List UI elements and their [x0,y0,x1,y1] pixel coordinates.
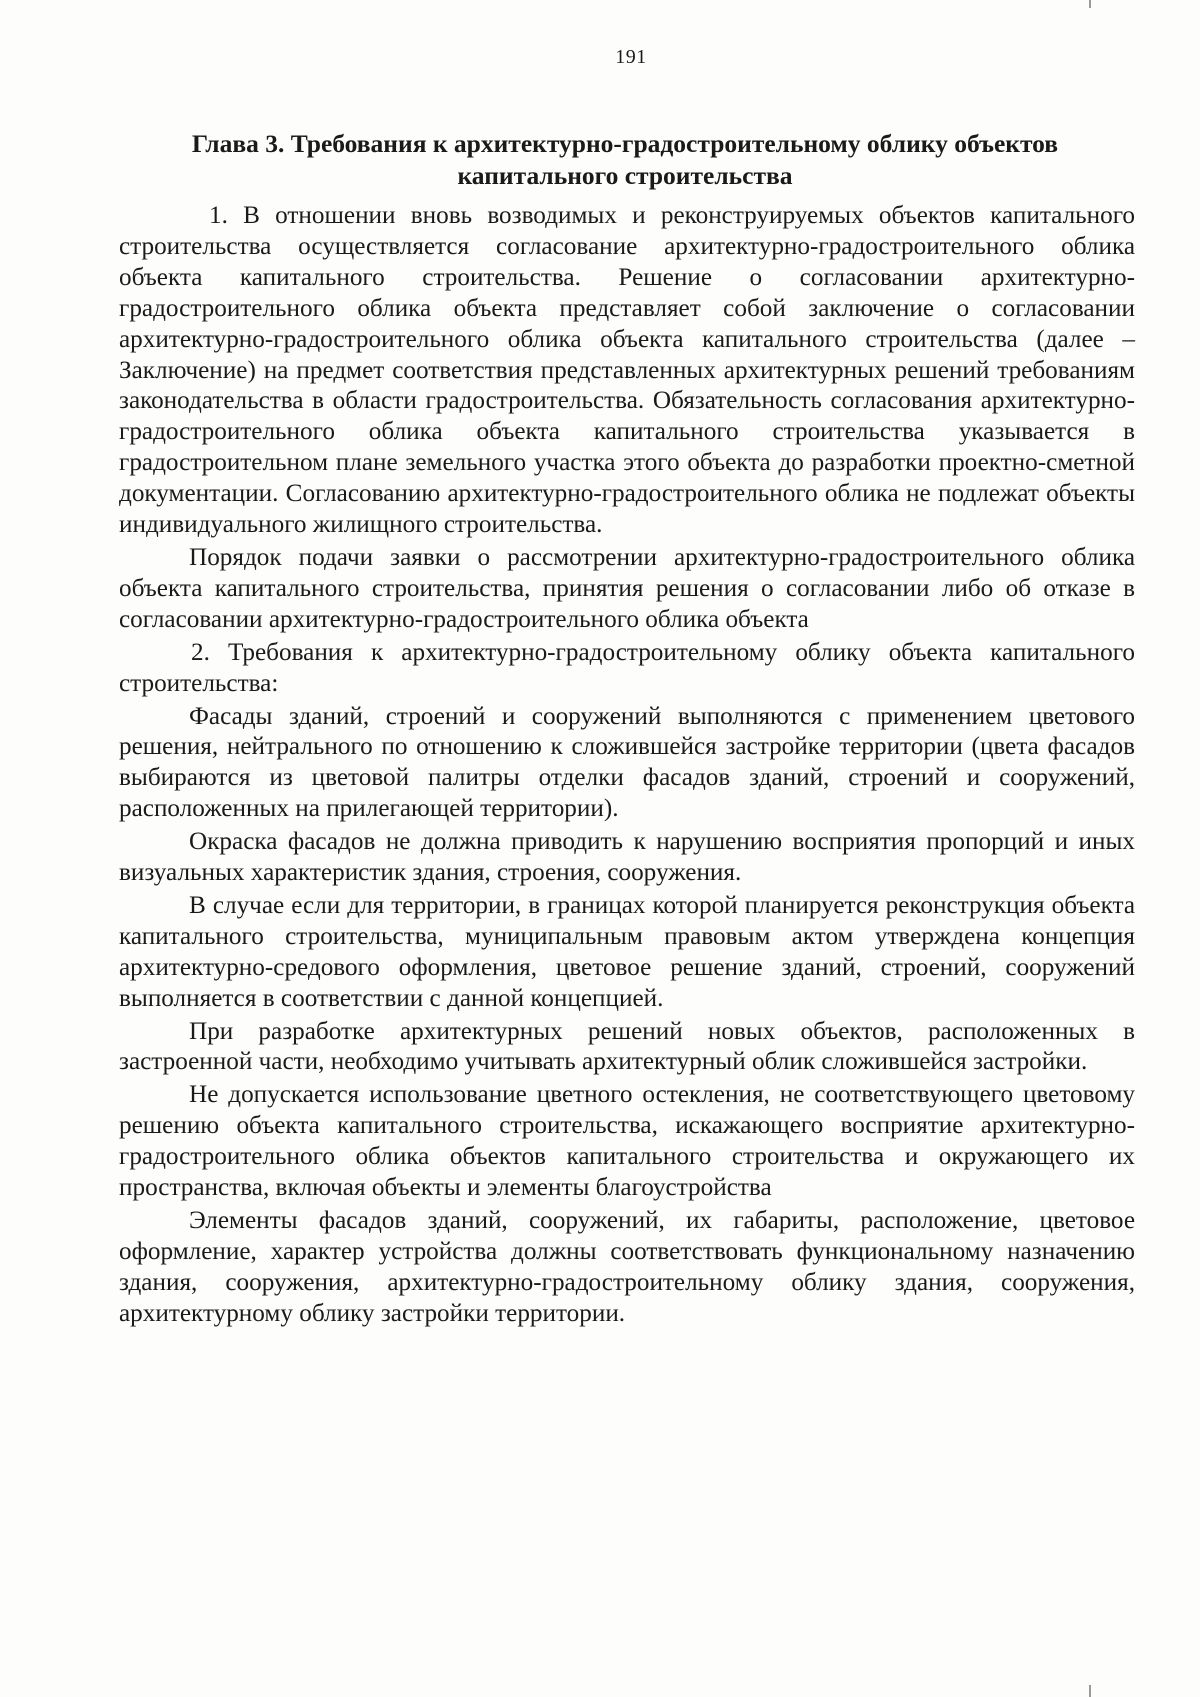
scan-edge-mark-bottom [1089,1685,1091,1697]
page-number: 191 [615,46,647,68]
paragraph-item-1: 1. В отношении вновь возводимых и реконструируемых объектов капитального строительства осуществляется согласование архитектурно-градостроительного облика объекта капитального строительства. Решение о согласовании архитектурно-градостроительного облика объекта представляет собой заключение о согласовании архитектурно-градостроительного облика объекта капитального строительства (далее – Заключение) на предмет соответствия представленных архитектурных решений требованиям законодательства в области градостроительства. Обязательность согласования архитектурно-градостроительного облика объекта капитального строительства указывается в градостроительном плане земельного участка этого объекта до разработки проектно-сметной документации. Согласованию архитектурно-градостроительного облика не подлежат объекты индивидуального жилищного строительства. [119,202,1135,539]
chapter-title: Глава 3. Требования к архитектурно-градостроительному облику объектов капитального строительства [191,129,1059,190]
paragraph-new-objects: При разработке архитектурных решений новых объектов, расположенных в застроенной части, необходимо учитывать архитектурный облик сложившейся застройки. [119,1017,1135,1076]
paragraph-application-procedure: Порядок подачи заявки о рассмотрении архитектурно-градостроительного облика объекта капитального строительства, принятия решения о согласовании либо об отказе в согласовании архитектурно-градостроительного облика объекта [119,543,1135,633]
body-text [119,201,1135,1330]
paragraph-concept: В случае если для территории, в границах которой планируется реконструкция объекта капитального строительства, муниципальным правовым актом утверждена концепция архитектурно-средового оформления, цветовое решение зданий, строений, сооружений выполняется в соответствии с данной концепцией. [119,891,1135,1012]
paragraph-facades-color: Фасады зданий, строений и сооружений выполняются с применением цветового решения, нейтрального по отношению к сложившейся застройке территории (цвета фасадов выбираются из цветовой палитры отделки фасадов зданий, строений и сооружений, расположенных на прилегающей территории). [119,702,1135,823]
scan-edge-mark-top [1089,0,1091,8]
paragraph-facade-elements: Элементы фасадов зданий, сооружений, их габариты, расположение, цветовое оформление, характер устройства должны соответствовать функциональному назначению здания, сооружения, архитектурно-градостроительному облику здания, сооружения, архитектурному облику застройки территории. [119,1207,1135,1327]
paragraph-glazing: Не допускается использование цветного остекления, не соответствующего цветовому решению объекта капитального строительства, искажающего восприятие архитектурно-градостроительного облика объектов капитального строительства и окружающего их пространства, включая объекты и элементы благоустройства [119,1081,1135,1202]
paragraph-facade-painting: Окраска фасадов не должна приводить к нарушению восприятия пропорций и иных визуальных характеристик здания, строения, сооружения. [119,828,1135,887]
paragraph-item-2: 2. Требования к архитектурно-градостроительному облику объекта капитального строительства: [119,638,1135,697]
